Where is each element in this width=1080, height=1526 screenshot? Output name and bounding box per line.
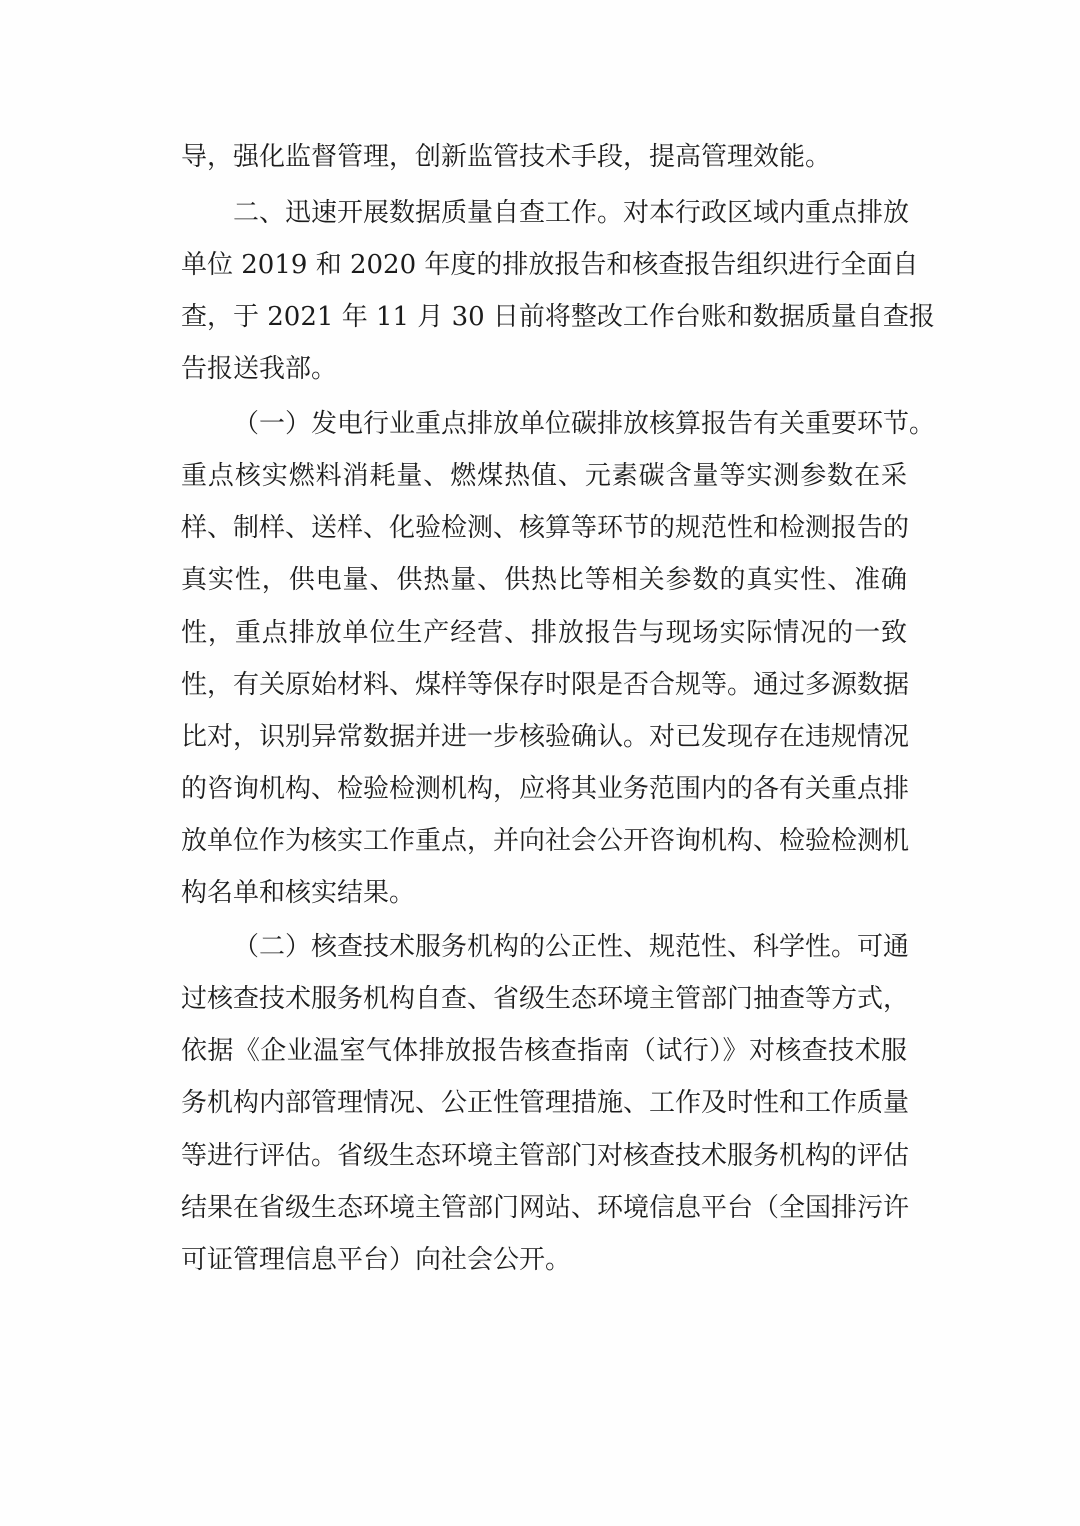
text-line: 单位 2019 和 2020 年度的排放报告和核查报告组织进行全面自 [181,250,919,280]
subsection-heading-line: （一）发电行业重点排放单位碳排放核算报告有关重要环节。 [233,409,936,439]
text-line: 过核查技术服务机构自查、省级生态环境主管部门抽查等方式， [181,984,910,1014]
text-line: 真实性，供电量、供热量、供热比等相关参数的真实性、准确 [181,565,907,595]
subsection-heading-line: （二）核查技术服务机构的公正性、规范性、科学性。可通 [233,932,910,962]
text-line: 性，有关原始材料、煤样等保存时限是否合规等。通过多源数据 [181,670,910,700]
text-line: 结果在省级生态环境主管部门网站、环境信息平台（全国排污许 [181,1193,910,1223]
text-line: 等进行评估。省级生态环境主管部门对核查技术服务机构的评估 [181,1141,910,1171]
section-heading-line: 二、迅速开展数据质量自查工作。对本行政区域内重点排放 [233,198,910,228]
text-line: 样、制样、送样、化验检测、核算等环节的规范性和检测报告的 [181,513,910,543]
text-line: 告报送我部。 [181,354,338,384]
text-line: 依据《企业温室气体排放报告核查指南（试行）》对核查技术服 [181,1036,907,1066]
text-line: 放单位作为核实工作重点，并向社会公开咨询机构、检验检测机 [181,826,910,856]
text-line: 导，强化监督管理，创新监管技术手段，提高管理效能。 [181,142,832,172]
text-line: 可证管理信息平台）向社会公开。 [181,1245,572,1275]
text-line: 重点核实燃料消耗量、燃煤热值、元素碳含量等实测参数在采 [181,461,907,491]
text-line: 性，重点排放单位生产经营、排放报告与现场实际情况的一致 [181,618,907,648]
text-line: 务机构内部管理情况、公正性管理措施、工作及时性和工作质量 [181,1088,910,1118]
text-line: 的咨询机构、检验检测机构，应将其业务范围内的各有关重点排 [181,774,910,804]
text-line: 查，于 2021 年 11 月 30 日前将整改工作台账和数据质量自查报 [181,302,935,332]
text-line: 构名单和核实结果。 [181,878,416,908]
text-line: 比对，识别异常数据并进一步核验确认。对已发现存在违规情况 [181,722,910,752]
